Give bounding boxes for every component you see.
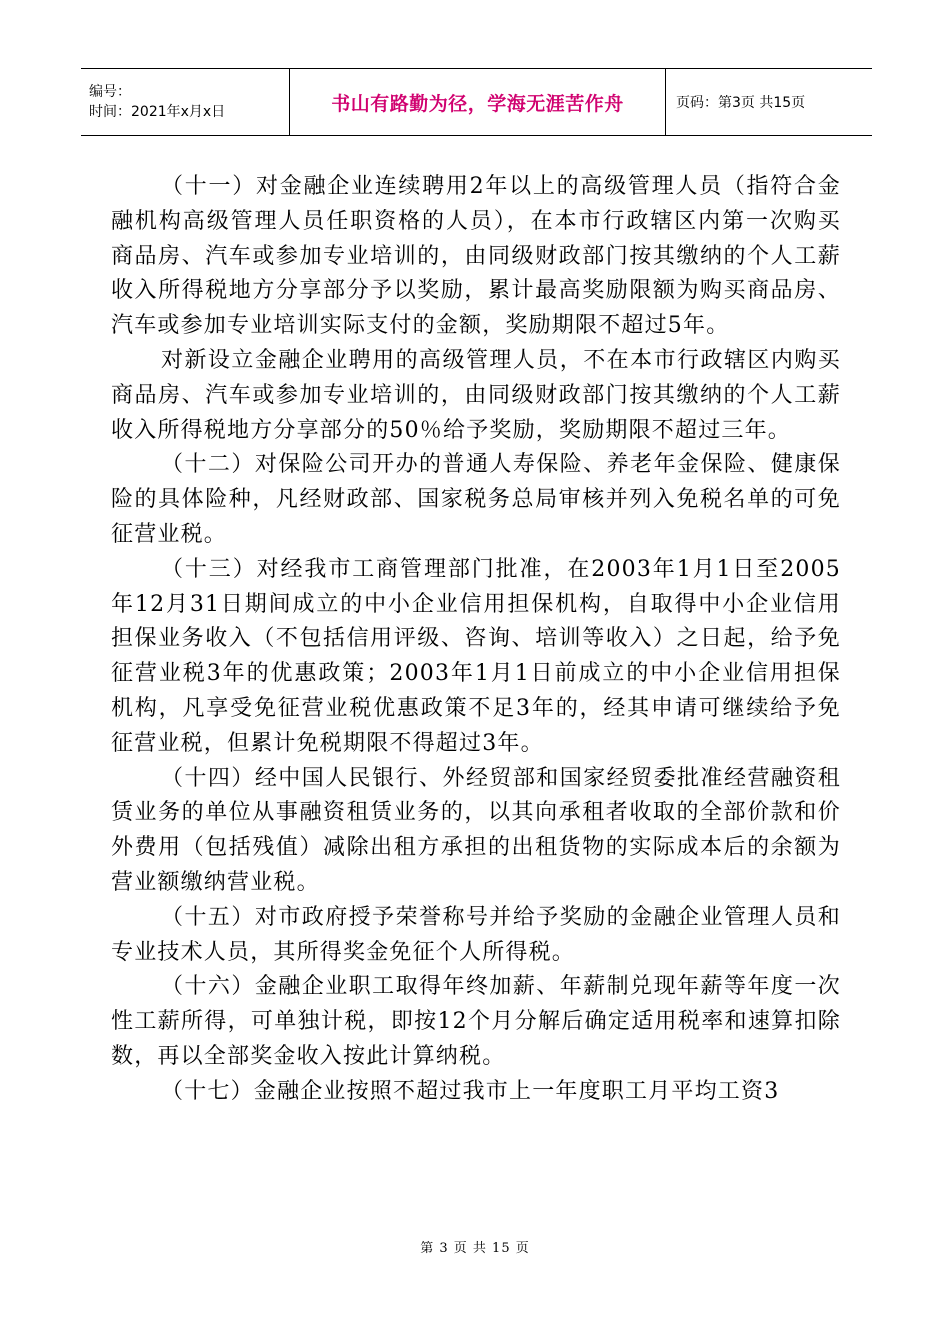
page-footer: 第 3 页 共 15 页 bbox=[420, 1241, 530, 1256]
page-header bbox=[81, 68, 872, 136]
paragraph-11: （十一）对金融企业连续聘用2年以上的高级管理人员（指符合金融机构高级管理人员任职资格的人员），在本市行政辖区内第一次购买商品房、汽车或参加专业培训的，由同级财政部门按其缴纳的个人工薪收入所得税地方分享部分予以奖励，累计最高奖励限额为购买商品房、汽车或参加专业培训实际支付的金额，奖励期限不超过5年。 bbox=[111, 174, 841, 339]
header-page-info: 页码：第3页 共15页 bbox=[666, 69, 873, 136]
paragraph-13: （十三）对经我市工商管理部门批准，在2003年1月1日至2005年12月31日期间成立的中小企业信用担保机构，自取得中小企业信用担保业务收入（不包括信用评级、咨询、培训等收入）之日起，给予免征营业税3年的优惠政策；2003年1月1日前成立的中小企业信用担保机构，凡享受免征营业税优惠政策不足3年的，经其申请可继续给予免征营业税，但累计免税期限不得超过3年。 bbox=[111, 556, 841, 756]
header-motto-cell bbox=[290, 69, 666, 136]
paragraph-14: （十四）经中国人民银行、外经贸部和国家经贸委批准经营融资租赁业务的单位从事融资租赁业务的，以其向承租者收取的全部价款和价外费用（包括残值）减除出租方承担的出租货物的实际成本后的余额为营业额缴纳营业税。 bbox=[111, 765, 841, 895]
paragraph-17: （十七）金融企业按照不超过我市上一年度职工月平均工资3 bbox=[161, 1078, 780, 1104]
document-number-label: 编号： bbox=[89, 84, 131, 100]
header-motto: 书山有路勤为径，学海无涯苦作舟 bbox=[331, 92, 624, 115]
paragraph-15: （十五）对市政府授予荣誉称号并给予奖励的金融企业管理人员和专业技术人员，其所得奖金免征个人所得税。 bbox=[111, 904, 841, 965]
document-date-label: 时间：2021年x月x日 bbox=[89, 104, 226, 120]
paragraph-16: （十六）金融企业职工取得年终加薪、年薪制兑现年薪等年度一次性工薪所得，可单独计税，即按12个月分解后确定适用税率和速算扣除数，再以全部奖金收入按此计算纳税。 bbox=[111, 974, 841, 1069]
paragraph-12: （十二）对保险公司开办的普通人寿保险、养老年金保险、健康保险的具体险种，凡经财政部、国家税务总局审核并列入免税名单的可免征营业税。 bbox=[111, 452, 841, 547]
header-meta bbox=[81, 69, 290, 136]
paragraph-11-supplement: 对新设立金融企业聘用的高级管理人员，不在本市行政辖区内购买商品房、汽车或参加专业培训的，由同级财政部门按其缴纳的个人工薪收入所得税地方分享部分的50％给予奖励，奖励期限不超过三年。 bbox=[111, 347, 841, 443]
document-body bbox=[111, 170, 841, 1110]
